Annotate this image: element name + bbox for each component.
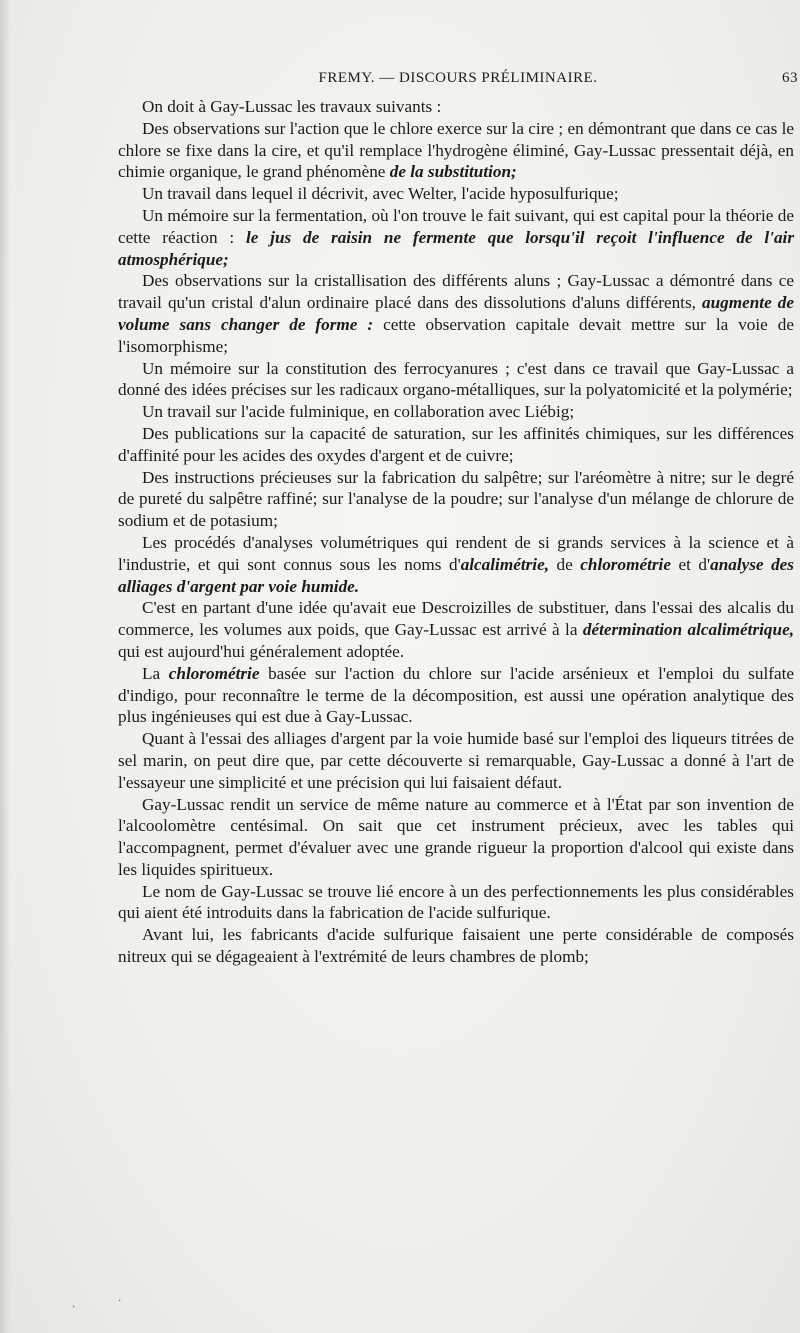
- paragraph-text: cette observation capitale devait mettre sur la voie de l'isomorphisme;: [118, 314, 794, 356]
- paragraph: [118, 532, 794, 597]
- paragraph-text: basée sur l'action du chlore sur l'acide arsénieux et l'emploi du sulfate d'indigo, pour reconnaître le terme de la décomposition, est aussi une opération analytique des plus ingénieuses qui est due à Gay-Lussac.: [118, 663, 794, 727]
- paragraph-text: La: [142, 663, 169, 683]
- paragraph: [118, 663, 794, 728]
- paragraph: [118, 96, 794, 118]
- paragraph-text: Des observations sur l'action que le chlore exerce sur la cire ; en démontrant que dans ce cas le chlore se fixe dans la cire, et qu'il remplace l'hydrogène éliminé, Gay-Lussac pressentait déjà, en chimie organique, le grand phénomène: [118, 118, 794, 182]
- paragraph-text: Le nom de Gay-Lussac se trouve lié encore à un des perfectionnements les plus considérables qui aient été introduits dans la fabrication de l'acide sulfurique.: [118, 881, 794, 923]
- emphasis-text: chlorométrie: [168, 663, 260, 683]
- paragraph-text: Les procédés d'analyses volumétriques qui rendent de si grands services à la science et à l'industrie, et qui sont connus sous les noms d': [118, 532, 794, 574]
- stray-mark: ·: [118, 1296, 122, 1307]
- emphasis-text: analyse des alliages d'argent par voie humide.: [118, 554, 794, 596]
- paragraph: [118, 794, 794, 881]
- paragraph-text: Des publications sur la capacité de saturation, sur les affinités chimiques, sur les différences d'affinité pour les acides des oxydes d'argent et de cuivre;: [118, 423, 794, 465]
- paragraph: [118, 401, 794, 423]
- page-gutter-shadow: [0, 0, 10, 1333]
- paragraph-text: On doit à Gay-Lussac les travaux suivants :: [142, 97, 442, 116]
- paragraph: [118, 728, 794, 793]
- page-header: [118, 70, 798, 92]
- paragraph-text: Avant lui, les fabricants d'acide sulfurique faisaient une perte considérable de composés nitreux qui se dégageaient à l'extrémité de leurs chambres de plomb;: [118, 925, 794, 967]
- paragraph-text: Quant à l'essai des alliages d'argent par la voie humide basé sur l'emploi des liqueurs titrées de sel marin, on peut dire que, par cette découverte si remarquable, Gay-Lussac a donné à l'art de l'essayeur une simplicité et une précision qui lui faisaient défaut.: [118, 729, 794, 792]
- paragraph-text: Gay-Lussac rendit un service de même nature au commerce et à l'État par son invention de l'alcoolomètre centésimal. On sait que cet instrument précieux, avec les tables qui l'accompagnent, permet d'évaluer avec une grande rigueur la proportion d'alcool qui existe dans les liquides spiritueux.: [118, 794, 794, 879]
- paragraph: [118, 423, 794, 467]
- paragraph-text: Des instructions précieuses sur la fabrication du salpêtre; sur l'aréomètre à nitre; sur le degré de pureté du salpêtre raffiné; sur l'analyse de la poudre; sur l'analyse d'un mélange de chlorure de sodium et de potasium;: [118, 467, 794, 531]
- paragraph-text: de: [549, 554, 581, 574]
- paragraph-text: Un mémoire sur la fermentation, où l'on trouve le fait suivant, qui est capital pour la théorie de cette réaction :: [118, 205, 794, 247]
- paragraph: [118, 881, 794, 925]
- paragraph-text: et d': [670, 554, 711, 574]
- paragraph-text: Un travail dans lequel il décrivit, avec Welter, l'acide hyposulfurique;: [142, 184, 619, 204]
- paragraph-text: Des observations sur la cristallisation des différents aluns ; Gay-Lussac a démontré dans ce travail qu'un cristal d'alun ordinaire placé dans des dissolutions d'aluns différents,: [118, 271, 794, 313]
- paragraph: [118, 270, 794, 357]
- paragraph: [118, 118, 794, 183]
- emphasis-text: chlorométrie: [580, 554, 671, 574]
- paragraph: [118, 924, 794, 968]
- paragraph: [118, 467, 794, 532]
- emphasis-text: de la substitution;: [389, 162, 517, 182]
- running-title: FREMY. — DISCOURS PRÉLIMINAIRE.: [318, 70, 598, 86]
- paragraph-text: C'est en partant d'une idée qu'avait eue Descroizilles de substituer, dans l'essai des alcalis du commerce, les volumes aux poids, que Gay-Lussac est arrivé à la: [118, 598, 794, 640]
- paragraph: [118, 597, 794, 662]
- page-number: 63: [782, 70, 798, 86]
- body-text: [118, 96, 794, 968]
- paragraph-text: qui est aujourd'hui généralement adoptée.: [118, 641, 405, 661]
- emphasis-text: augmente de volume sans changer de forme :: [118, 293, 794, 334]
- emphasis-text: le jus de raisin ne fermente que lorsqu'il reçoit l'influence de l'air atmosphérique;: [118, 227, 795, 269]
- paragraph: [118, 183, 794, 205]
- emphasis-text: alcalimétrie,: [460, 554, 549, 574]
- paragraph: [118, 358, 794, 402]
- emphasis-text: détermination alcalimétrique,: [582, 620, 794, 640]
- paragraph-text: Un travail sur l'acide fulminique, en collaboration avec Liébig;: [142, 402, 575, 422]
- paragraph-text: Un mémoire sur la constitution des ferrocyanures ; c'est dans ce travail que Gay-Lussac a donné des idées précises sur les radicaux organo-métalliques, sur la polyatomicité et la polymérie;: [118, 358, 794, 400]
- paragraph: [118, 205, 794, 270]
- stray-mark: ·: [72, 1302, 76, 1313]
